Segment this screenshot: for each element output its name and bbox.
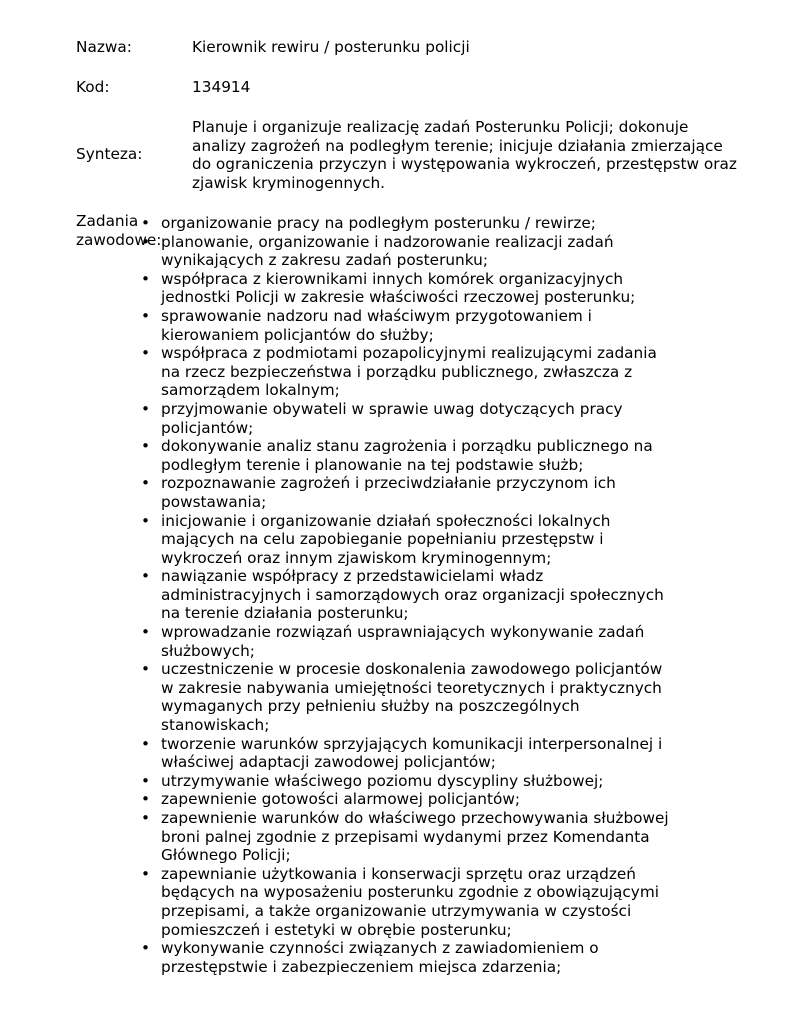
task-item (161, 939, 756, 976)
synteza-line: analizy zagrożeń na podległym terenie; inicjuje działania zmierzające (192, 136, 723, 155)
task-item (161, 865, 756, 939)
task-item (161, 344, 756, 400)
kod-label: Kod: (76, 78, 110, 96)
task-item-line: • uczestniczenie w procesie doskonalenia zawodowego policjantów (161, 660, 663, 679)
task-item-line: • zapewnienie warunków do właściwego przechowywania służbowej (161, 809, 669, 827)
task-item-line: • rozpoznawanie zagrożeń i przeciwdziałanie przyczynom ich (161, 474, 616, 493)
task-item-line: na rzecz bezpieczeństwa i porządku publicznego, zwłaszcza z (161, 362, 633, 381)
task-item (161, 809, 756, 865)
task-item-line: w zakresie nabywania umiejętności teoretycznych i praktycznych (161, 678, 662, 697)
task-item-line: administracyjnych i samorządowych oraz organizacji społecznych (161, 585, 664, 604)
task-item (161, 474, 756, 511)
task-item-line: • współpraca z podmiotami pozapolicyjnymi realizującymi zadania (161, 344, 657, 363)
task-item-line: przestępstwie i zabezpieczeniem miejsca zdarzenia; (161, 957, 562, 976)
task-item-line: samorządem lokalnym; (161, 381, 340, 400)
task-item (161, 512, 756, 568)
task-item-line: wykroczeń oraz innym zjawiskom kryminogennym; (161, 548, 552, 567)
task-item-line: • przyjmowanie obywateli w sprawie uwag dotyczących pracy (161, 399, 623, 418)
task-item-line: • wprowadzanie rozwiązań usprawniających wykonywanie zadań (161, 623, 645, 642)
task-item-line: • utrzymywanie właściwego poziomu dyscypliny służbowej; (161, 771, 604, 790)
task-item-line: • dokonywanie analiz stanu zagrożenia i porządku publicznego na (161, 437, 653, 456)
task-item (161, 735, 756, 772)
task-item-line: służbowych; (161, 641, 255, 660)
task-item (161, 400, 756, 437)
task-item-line: • zapewnienie gotowości alarmowej policjantów; (161, 790, 521, 809)
synteza-line: do ograniczenia przyczyn i występowania wykroczeń, przestępstw oraz (192, 155, 737, 174)
task-item-line: wymaganych przy pełnieniu służby na poszczególnych (161, 697, 580, 716)
task-item (161, 233, 756, 270)
zadania-label-line: zawodowe: (76, 230, 162, 249)
field-synteza (76, 118, 766, 194)
kod-value: 134914 (192, 78, 251, 96)
task-item-line: będących na wyposażeniu posterunku zgodnie z obowiązującymi (161, 883, 660, 902)
task-item-line: • sprawowanie nadzoru nad właściwym przygotowaniem i (161, 306, 592, 325)
task-item-line: Głównego Policji; (161, 846, 291, 865)
task-item-line: • wykonywanie czynności związanych z zawiadomieniem o (161, 939, 599, 958)
task-item (161, 790, 756, 809)
task-item-line: przepisami, a także organizowanie utrzymywania w czystości (161, 901, 632, 920)
task-item (161, 437, 756, 474)
task-item-line: policjantów; (161, 418, 254, 437)
task-item-line: • współpraca z kierownikami innych komórek organizacyjnych (161, 269, 624, 288)
nazwa-value: Kierownik rewiru / posterunku policji (192, 38, 470, 56)
task-item-line: • nawiązanie współpracy z przedstawicielami władz (161, 567, 544, 586)
task-item-line: podległym terenie i planowanie na tej podstawie służb; (161, 455, 584, 474)
task-item-line: właściwej adaptacji zawodowej policjantów; (161, 753, 496, 772)
task-item (161, 270, 756, 307)
task-item-line: stanowiskach; (161, 716, 270, 735)
task-item (161, 660, 756, 734)
synteza-value (192, 118, 782, 192)
task-item-line: wynikających z zakresu zadań posterunku; (161, 251, 488, 270)
task-item-line: powstawania; (161, 492, 267, 511)
task-item-line: • zapewnianie użytkowania i konserwacji sprzętu oraz urządzeń (161, 864, 637, 883)
task-item-line: • organizowanie pracy na podległym posterunku / rewirze; (161, 214, 596, 232)
task-item-line: pomieszczeń i estetyki w obrębie posterunku; (161, 920, 512, 939)
task-item-line: • inicjowanie i organizowanie działań społeczności lokalnych (161, 511, 611, 530)
task-item (161, 623, 756, 660)
task-item (161, 307, 756, 344)
task-list (161, 214, 756, 976)
task-item-line: mających na celu zapobieganie popełnianiu przestępstw i (161, 530, 604, 549)
synteza-label: Synteza: (76, 145, 143, 163)
nazwa-label: Nazwa: (76, 38, 132, 56)
task-item-line: na terenie działania posterunku; (161, 604, 409, 623)
zadania-label-line: Zadania (76, 212, 139, 230)
task-item (161, 567, 756, 623)
task-item-line: broni palnej zgodnie z przepisami wydanymi przez Komendanta (161, 827, 650, 846)
task-item (161, 772, 756, 791)
synteza-line: Planuje i organizuje realizację zadań Posterunku Policji; dokonuje (192, 118, 689, 136)
task-item-line: • planowanie, organizowanie i nadzorowanie realizacji zadań (161, 232, 614, 251)
task-item (161, 214, 756, 233)
task-item-line: • tworzenie warunków sprzyjających komunikacji interpersonalnej i (161, 734, 663, 753)
task-item-line: jednostki Policji w zakresie właściwości rzeczowej posterunku; (161, 288, 636, 307)
synteza-line: zjawisk kryminogennych. (192, 173, 386, 192)
task-item-line: kierowaniem policjantów do służby; (161, 325, 434, 344)
